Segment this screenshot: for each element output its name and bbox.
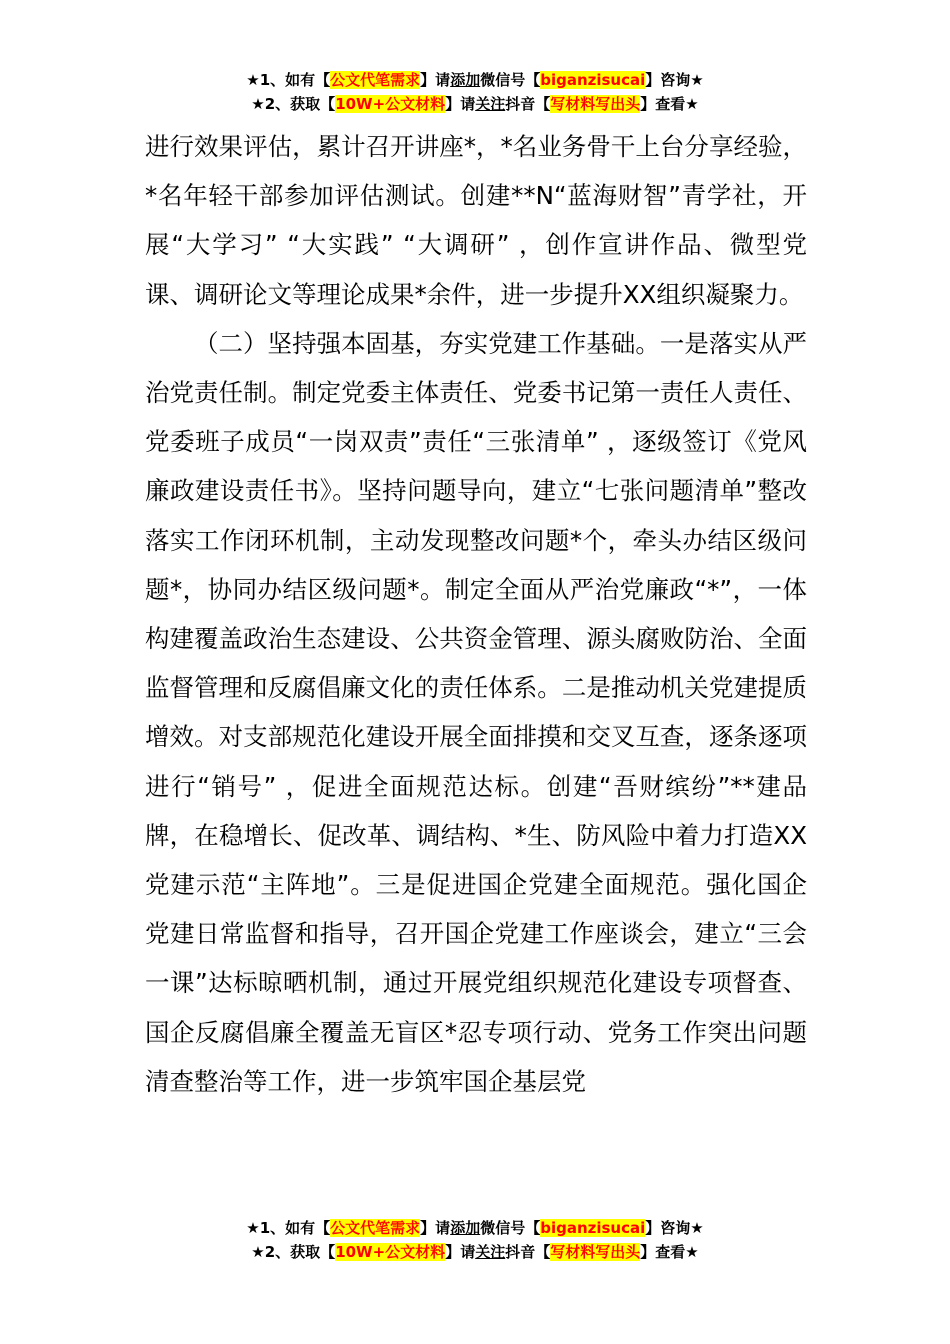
- banner-text: 】请: [445, 95, 476, 113]
- banner-text: 】查看★: [640, 95, 699, 113]
- banner-line-1: [0, 1216, 950, 1240]
- banner-text: 抖音【: [505, 1243, 551, 1261]
- banner-text: 】请: [445, 1243, 476, 1261]
- paragraph-1: 进行效果评估，累计召开讲座*，*名业务骨干上台分享经验，*名年轻干部参加评估测试。创建**N“蓝海财智”青学社，开展“大学习” “大实践” “大调研” ，创作宣讲作品、微型党课、调研论文等理论成果*余件，进一步提升XX组织凝聚力。: [145, 132, 807, 309]
- banner-text: ★1、如有【: [246, 1219, 331, 1237]
- banner-underline: 添加: [450, 71, 481, 89]
- banner-highlight: biganzisucai: [540, 1219, 646, 1237]
- banner-text: ★2、获取【: [251, 1243, 336, 1261]
- banner-text: 微信号【: [480, 1219, 541, 1237]
- banner-underline: 关注: [475, 1243, 506, 1261]
- banner-text: 】请: [420, 71, 451, 89]
- paragraph-2: （二）坚持强本固基，夯实党建工作基础。一是落实从严治党责任制。制定党委主体责任、党委书记第一责任人责任、党委班子成员“一岗双责”责任“三张清单” ，逐级签订《党风廉政建设责任书》。坚持问题导向，建立“七张问题清单”整改落实工作闭环机制，主动发现整改问题*个，牵头办结区级问题*，协同办结区级问题*。制定全面从严治党廉政“*”，一体构建覆盖政治生态建设、公共资金管理、源头腐败防治、全面监督管理和反腐倡廉文化的责任体系。二是推动机关党建提质增效。对支部规范化建设开展全面排摸和交叉互查，逐条逐项进行“销号” ，促进全面规范达标。创建“吾财缤纷”**建品牌，在稳增长、促改革、调结构、*生、防风险中着力打造XX党建示范“主阵地”。三是促进国企党建全面规范。强化国企党建日常监督和指导，召开国企党建工作座谈会，建立“三会一课”达标晾晒机制，通过开展党组织规范化建设专项督查、国企反腐倡廉全覆盖无盲区*忍专项行动、党务工作突出问题清查整治等工作，进一步筑牢国企基层党: [145, 328, 807, 1096]
- banner-underline: 关注: [475, 95, 506, 113]
- banner-highlight: 公文代笔需求: [330, 1219, 421, 1237]
- banner-text: ★1、如有【: [246, 71, 331, 89]
- banner-text: ★2、获取【: [251, 95, 336, 113]
- banner-text: 】咨询★: [645, 71, 704, 89]
- banner-line-2: [0, 1240, 950, 1264]
- banner-highlight: 写材料写出头: [550, 1243, 641, 1261]
- banner-underline: 添加: [450, 1219, 481, 1237]
- header-banner: [0, 68, 950, 116]
- banner-highlight: 公文代笔需求: [330, 71, 421, 89]
- banner-highlight: 10W+公文材料: [335, 1243, 446, 1261]
- banner-text: 】查看★: [640, 1243, 699, 1261]
- banner-text: 】咨询★: [645, 1219, 704, 1237]
- banner-text: 】请: [420, 1219, 451, 1237]
- document-body: [145, 122, 807, 1106]
- banner-line-1: [0, 68, 950, 92]
- banner-highlight: 10W+公文材料: [335, 95, 446, 113]
- banner-text: 微信号【: [480, 71, 541, 89]
- banner-line-2: [0, 92, 950, 116]
- footer-banner: [0, 1216, 950, 1264]
- banner-text: 抖音【: [505, 95, 551, 113]
- banner-highlight: biganzisucai: [540, 71, 646, 89]
- banner-highlight: 写材料写出头: [550, 95, 641, 113]
